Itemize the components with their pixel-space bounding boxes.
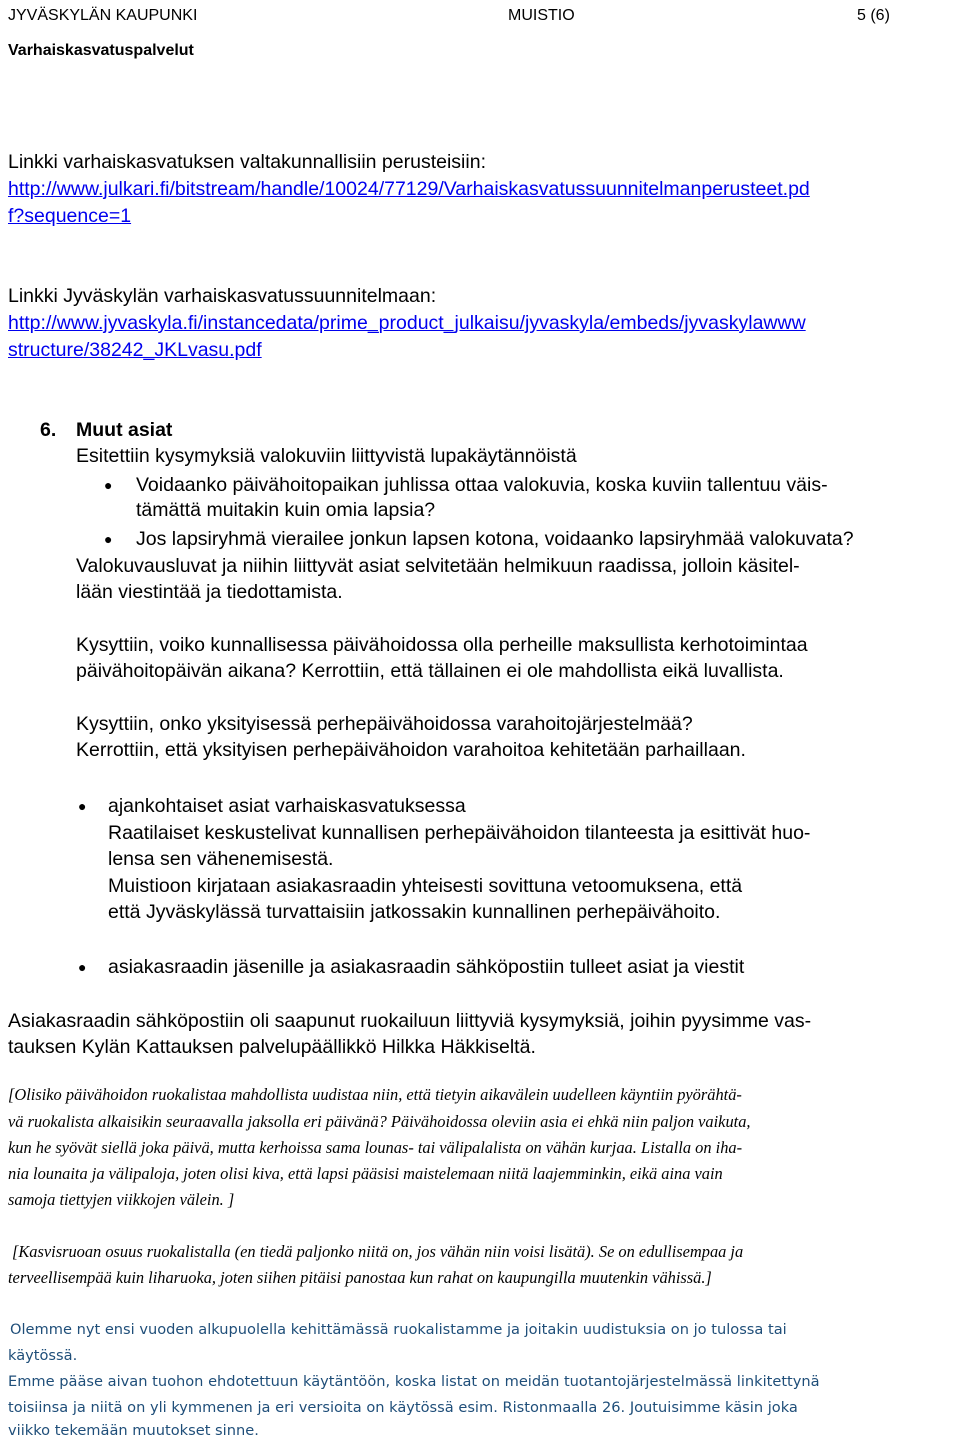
bullet-dot: ● <box>78 959 87 975</box>
appeal-text: Muistioon kirjataan asiakasraadin yhteisesti sovittuna vetoomuksena, että <box>108 875 743 897</box>
quote-menu-rotation: samoja tiettyjen viikkojen välein. ] <box>8 1190 235 1209</box>
quote-menu-rotation: [Olisiko päivähoidon ruokalistaa mahdollista uudistaa niin, että tietyin aikavälein uudelleen käyntiin pyörähtä- <box>8 1085 742 1104</box>
kitchen-answer: Olemme nyt ensi vuoden alkupuolella kehittämässä ruokalistamme ja joitakin uudistuksia on jo tulossa tai <box>10 1321 787 1338</box>
backup-question: Kysyttiin, onko yksityisessä perhepäivähoidossa varahoitojärjestelmää? <box>76 713 693 735</box>
national-link[interactable]: http://www.julkari.fi/bitstream/handle/10024/77129/Varhaiskasvatussuunnitelmanperusteet.pd <box>8 178 810 200</box>
email-matters-heading: asiakasraadin jäsenille ja asiakasraadin sähköpostiin tulleet asiat ja viestit <box>108 956 745 978</box>
email-matters-text: Asiakasraadin sähköpostiin oli saapunut ruokailuun liittyviä kysymyksiä, joihin pyysimme vas- <box>8 1010 812 1032</box>
photo-intro: Esitettiin kysymyksiä valokuviin liittyvistä lupakäytännöistä <box>76 445 577 467</box>
photo-question-2: Jos lapsiryhmä vierailee jonkun lapsen kotona, voidaanko lapsiryhmää valokuvata? <box>136 528 854 550</box>
local-link-label: Linkki Jyväskylän varhaiskasvatussuunnitelmaan: <box>8 285 437 307</box>
bullet-dot: ● <box>104 477 113 493</box>
page-number: 5 (6) <box>857 7 890 24</box>
kitchen-answer: viikko tekemään muutokset sinne. <box>8 1422 259 1439</box>
bullet-dot: ● <box>78 798 87 814</box>
quote-menu-rotation: kun he syövät siellä joka päivä, mutta kerhoissa sama lounas- tai välipalalista on vähän kurjaa. Listalla on iha- <box>8 1138 743 1157</box>
kitchen-answer: toisiinsa ja niitä on yli kymmenen ja eri versioita on käytössä esim. Ristonmaalla 26. Joutuisimme käsin joka <box>8 1399 798 1416</box>
kitchen-answer: käytössä. <box>8 1347 78 1364</box>
local-link[interactable]: http://www.jyvaskyla.fi/instancedata/prime_product_julkaisu/jyvaskyla/embeds/jyvaskylawww <box>8 312 806 334</box>
email-matters-text-cont: tauksen Kylän Kattauksen palvelupäällikkö Hilkka Häkkiseltä. <box>8 1036 536 1058</box>
section-title: Muut asiat <box>76 419 173 441</box>
club-answer: päivähoitopäivän aikana? Kerrottiin, että tällainen ei ole mahdollista eikä luvallista. <box>76 660 784 682</box>
current-matters-heading: ajankohtaiset asiat varhaiskasvatuksessa <box>108 795 466 817</box>
quote-vegetarian: terveellisempää kuin liharuoka, joten siihen pitäisi panostaa kun rahat on kaupungilla muutenkin vähissä.] <box>8 1268 712 1287</box>
club-question: Kysyttiin, voiko kunnallisessa päivähoidossa olla perheille maksullista kerhotoimintaa <box>76 634 808 656</box>
department: Varhaiskasvatuspalvelut <box>8 42 194 59</box>
bullet-dot: ● <box>104 531 113 547</box>
photo-answer: Valokuvausluvat ja niihin liittyvät asiat selvitetään helmikuun raadissa, jolloin käsitel- <box>76 555 800 577</box>
current-matters-text: Raatilaiset keskustelivat kunnallisen perhepäivähoidon tilanteesta ja esittivät huo- <box>108 822 811 844</box>
photo-question-1-cont: tämättä muitakin kuin omia lapsia? <box>136 499 436 521</box>
quote-menu-rotation: nia lounaita ja välipaloja, joten olisi kiva, että lapsi pääsisi maistelemaan niitä laajemminkin, eikä aina vain <box>8 1164 723 1183</box>
document-type: MUISTIO <box>508 7 575 24</box>
appeal-text-cont: että Jyväskylässä turvattaisiin jatkossakin kunnallinen perhepäivähoito. <box>108 901 721 923</box>
quote-menu-rotation: vä ruokalista alkaisikin seuraavalla jaksolla eri päivänä? Päivähoidossa oleviin asia ei ehkä niin paljon vaikuta, <box>8 1112 751 1131</box>
org-name: JYVÄSKYLÄN KAUPUNKI <box>8 7 198 24</box>
photo-question-1: Voidaanko päivähoitopaikan juhlissa ottaa valokuvia, koska kuviin tallentuu väis- <box>136 474 828 496</box>
current-matters-text-cont: lensa sen vähenemisestä. <box>108 848 334 870</box>
kitchen-answer: Emme pääse aivan tuohon ehdotettuun käytäntöön, koska listat on meidän tuotantojärjestelmässä linkitettynä <box>8 1373 820 1390</box>
local-link-cont[interactable]: structure/38242_JKLvasu.pdf <box>8 339 262 361</box>
national-link-cont[interactable]: f?sequence=1 <box>8 205 132 227</box>
photo-answer-cont: lään viestintää ja tiedottamista. <box>76 581 343 603</box>
quote-vegetarian: [Kasvisruoan osuus ruokalistalla (en tiedä paljonko niitä on, jos vähän niin voisi lisätä). Se on edullisempaa ja <box>12 1242 744 1261</box>
national-link-label: Linkki varhaiskasvatuksen valtakunnallisiin perusteisiin: <box>8 151 486 173</box>
section-number: 6. <box>40 419 57 441</box>
backup-answer: Kerrottiin, että yksityisen perhepäivähoidon varahoitoa kehitetään parhaillaan. <box>76 739 746 761</box>
